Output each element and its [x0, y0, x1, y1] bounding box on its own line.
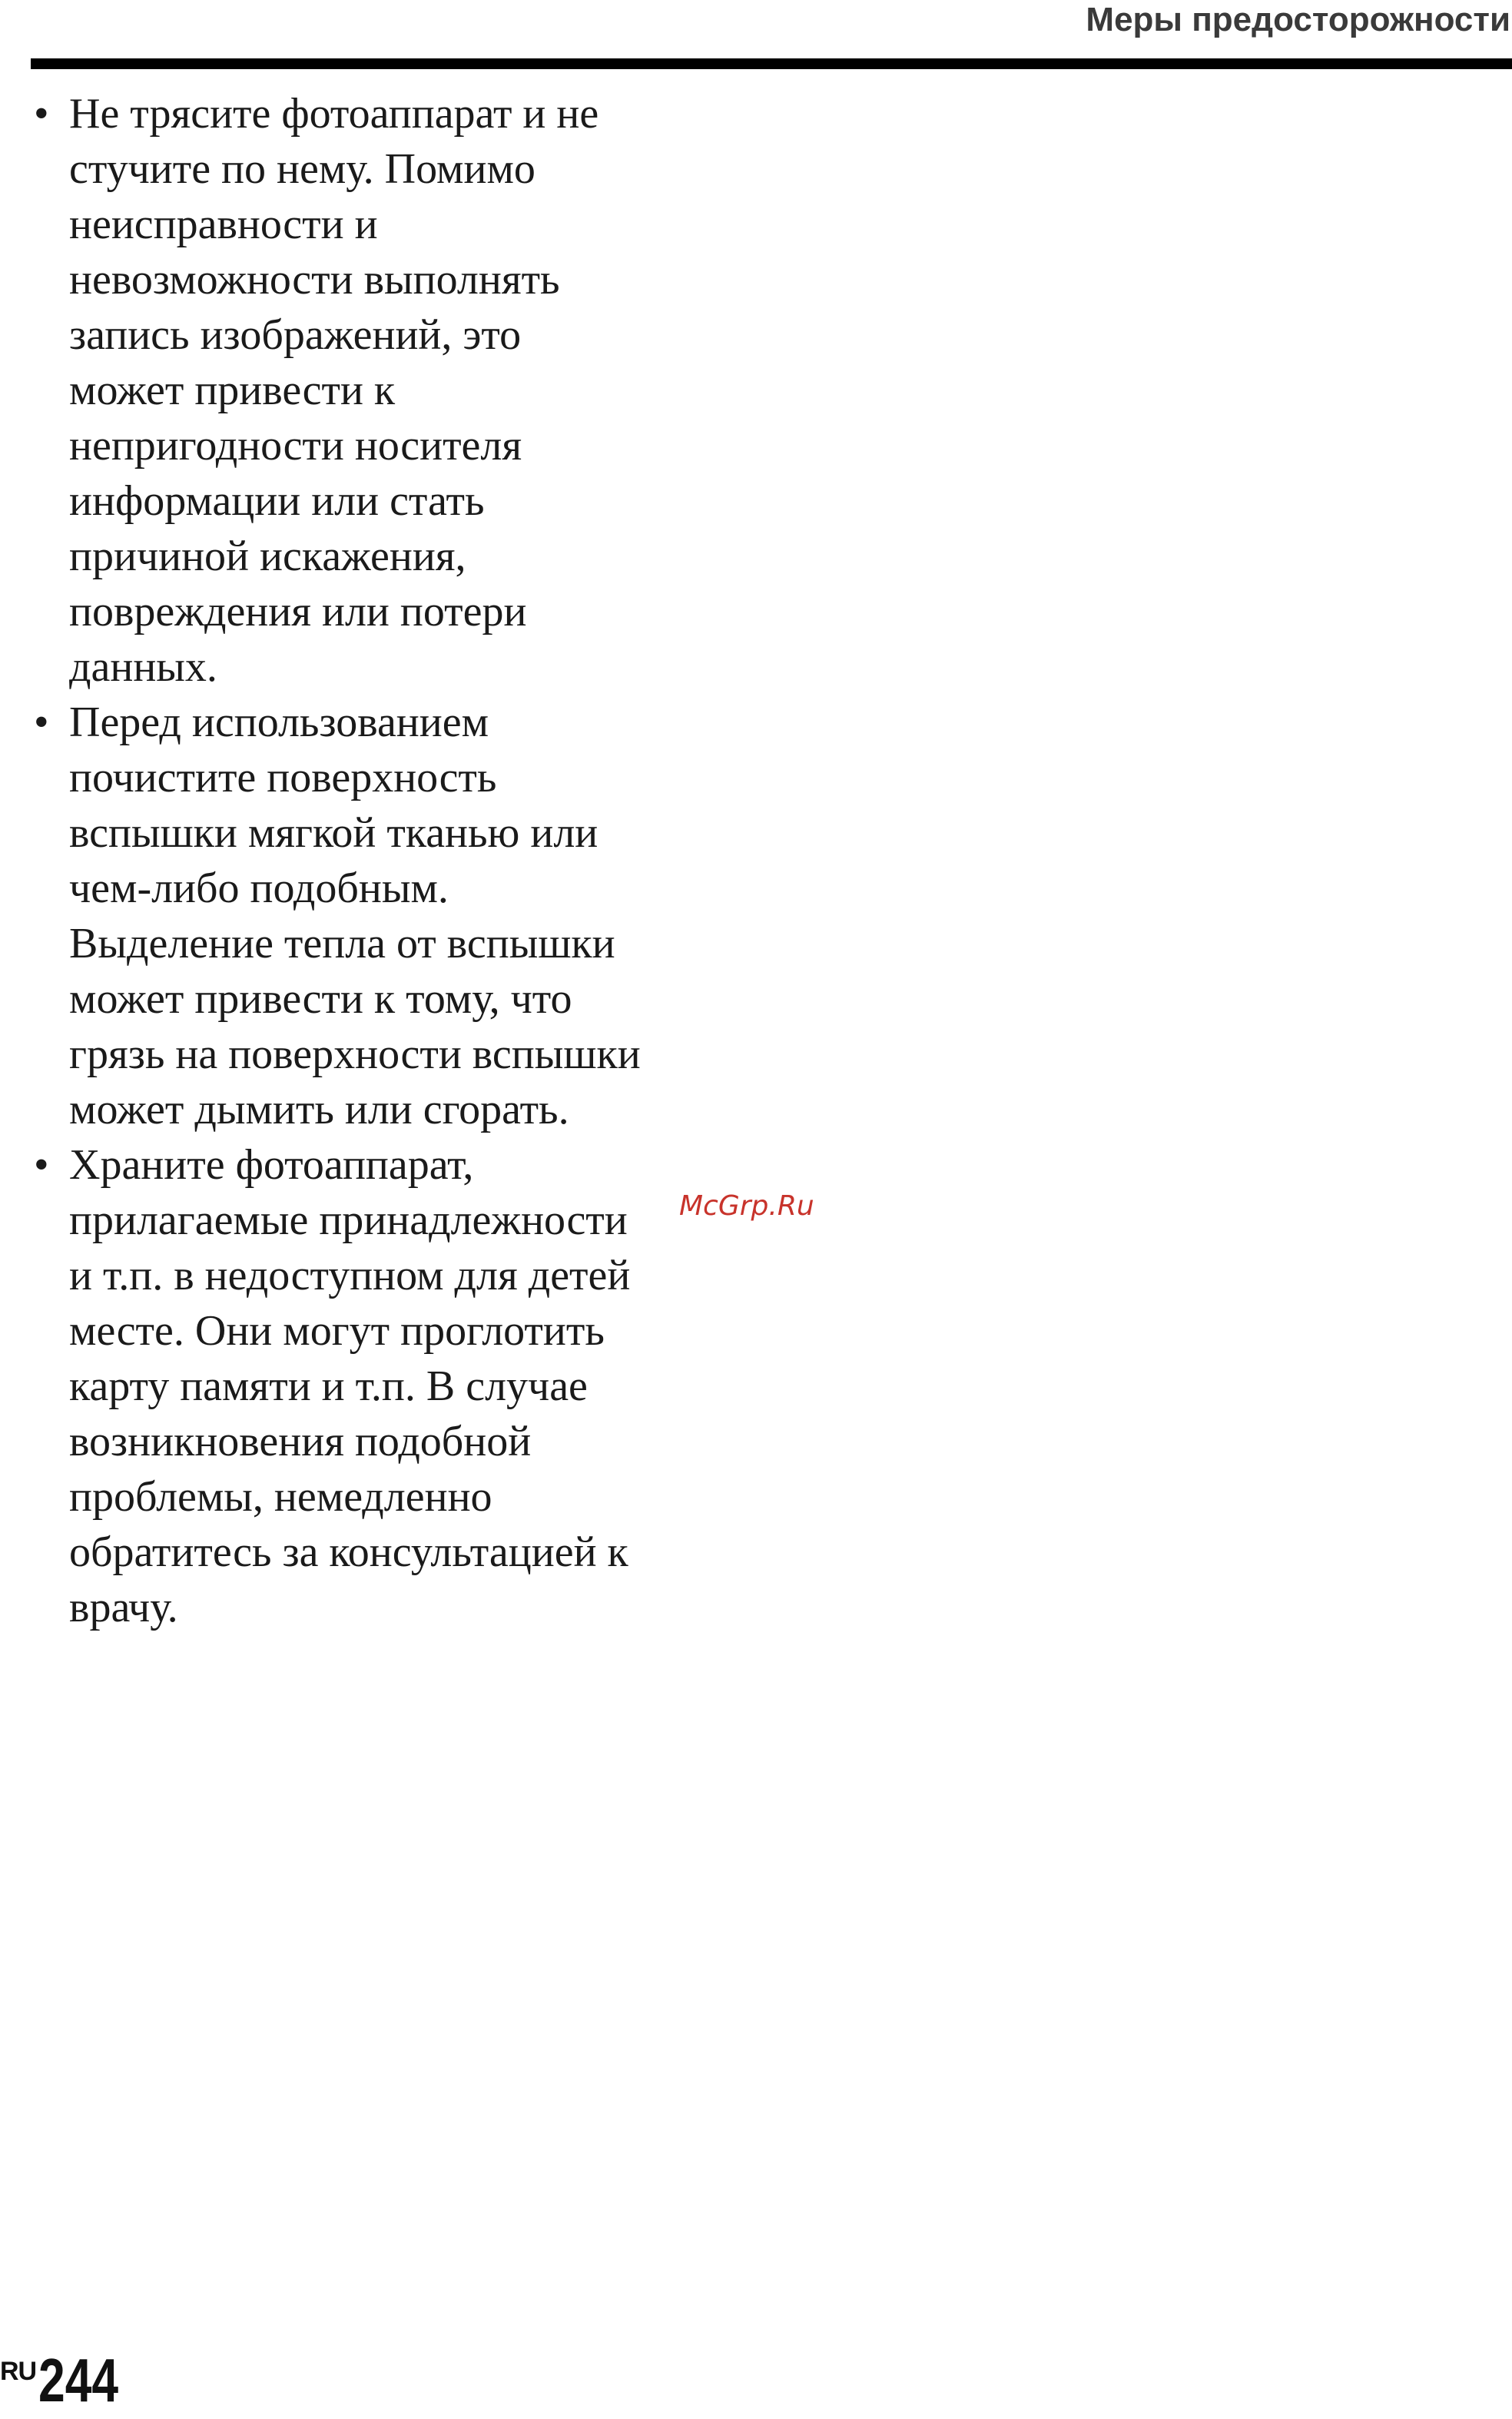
text-line: месте. Они могут проглотить	[69, 1307, 605, 1355]
precautions-list	[31, 86, 799, 1635]
text-line: причиной искажения,	[69, 533, 466, 580]
text-line: может привести к	[69, 367, 396, 414]
text-line: Перед использованием	[69, 698, 489, 746]
text-line: Не трясите фотоаппарат и не	[69, 90, 599, 138]
text-line: может привести к тому, что	[69, 975, 572, 1023]
list-item	[31, 86, 799, 695]
header-rule	[31, 58, 1512, 69]
bullet-icon: •	[34, 90, 49, 138]
text-line: Храните фотоаппарат,	[69, 1141, 474, 1189]
text-line: Выделение тепла от вспышки	[69, 920, 615, 967]
text-line: данных.	[69, 643, 217, 691]
text-line: и т.п. в недоступном для детей	[69, 1252, 631, 1299]
language-code: RU	[0, 2357, 37, 2386]
text-line: повреждения или потери	[69, 588, 527, 635]
text-line: может дымить или сгорать.	[69, 1086, 569, 1133]
list-item	[31, 695, 799, 1137]
section-title: Меры предосторожности	[1086, 1, 1510, 38]
text-line: обратитесь за консультацией к	[69, 1528, 628, 1576]
text-line: стучите по нему. Помимо	[69, 145, 536, 193]
text-line: почистите поверхность	[69, 754, 497, 801]
text-line: информации или стать	[69, 477, 485, 525]
bullet-icon: •	[34, 1141, 49, 1189]
text-line: возникновения подобной	[69, 1418, 532, 1465]
text-line: грязь на поверхности вспышки	[69, 1030, 641, 1078]
text-line: непригодности носителя	[69, 422, 522, 470]
text-line: проблемы, немедленно	[69, 1473, 492, 1521]
watermark-link[interactable]: McGrp.Ru	[679, 1190, 814, 1222]
text-line: прилагаемые принадлежности	[69, 1196, 628, 1244]
text-line: вспышки мягкой тканью или	[69, 809, 598, 857]
text-line: врачу.	[69, 1584, 178, 1631]
text-line: неисправности и	[69, 201, 378, 248]
text-line: невозможности выполнять	[69, 256, 560, 304]
page-number-value: 244	[38, 2346, 119, 2414]
text-line: карту памяти и т.п. В случае	[69, 1362, 588, 1410]
text-line: чем-либо подобным.	[69, 864, 449, 912]
text-line: запись изображений, это	[69, 311, 522, 359]
bullet-icon: •	[34, 698, 49, 746]
